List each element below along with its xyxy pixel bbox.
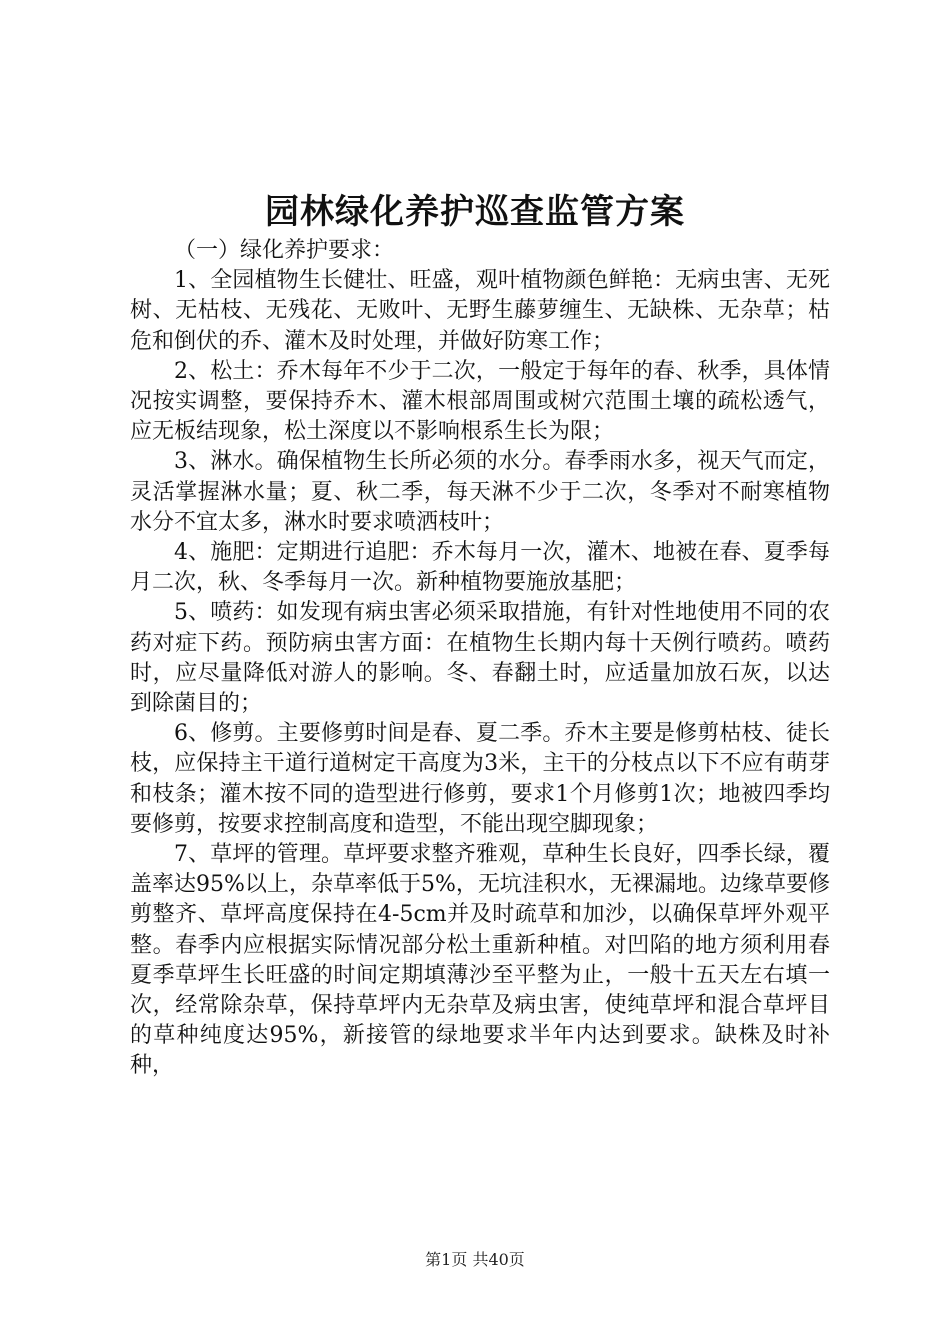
paragraph-6: 6、修剪。主要修剪时间是春、夏二季。乔木主要是修剪枯枝、徒长枝，应保持主干道行道树定干高度为3米，主干的分枝点以下不应有萌芽和枝条；灌木按不同的造型进行修剪，要求1个月修剪1次；地被四季均要修剪，按要求控制高度和造型，不能出现空脚现象； (130, 721, 830, 837)
paragraph-3: 3、淋水。确保植物生长所必须的水分。春季雨水多，视天气而定，灵活掌握淋水量；夏、秋二季，每天淋不少于二次，冬季对不耐寒植物水分不宜太多，淋水时要求喷洒枝叶； (130, 449, 830, 535)
paragraph-5: 5、喷药：如发现有病虫害必须采取措施，有针对性地使用不同的农药对症下药。预防病虫害方面：在植物生长期内每十天例行喷药。喷药时，应尽量降低对游人的影响。冬、春翻土时，应适量加放石灰，以达到除菌目的； (130, 600, 830, 717)
document-title: 园林绿化养护巡查监管方案 (265, 192, 685, 232)
document-body (130, 236, 830, 1082)
paragraph-4: 4、施肥：定期进行追肥：乔木每月一次，灌木、地被在春、夏季每月二次，秋、冬季每月一次。新种植物要施放基肥； (130, 540, 830, 596)
section-heading: （一）绿化养护要求： (174, 238, 395, 263)
paragraph-2: 2、松土：乔木每年不少于二次，一般定于每年的春、秋季，具体情况按实调整，要保持乔木、灌木根部周围或树穴范围土壤的疏松透气，应无板结现象，松土深度以不影响根系生长为限； (130, 358, 830, 445)
page-footer: 第1页 共40页 (425, 1250, 525, 1269)
paragraph-1: 1、全园植物生长健壮、旺盛，观叶植物颜色鲜艳：无病虫害、无死树、无枯枝、无残花、无败叶、无野生藤萝缠生、无缺株、无杂草；枯危和倒伏的乔、灌木及时处理，并做好防寒工作； (130, 268, 830, 354)
paragraph-7: 7、草坪的管理。草坪要求整齐雅观，草种生长良好，四季长绿，覆盖率达95%以上，杂草率低于5%，无坑洼积水，无裸漏地。边缘草要修剪整齐、草坪高度保持在4-5cm并及时疏草和加沙，以确保草坪外观平整。春季内应根据实际情况部分松土重新种植。对凹陷的地方须利用春夏季草坪生长旺盛的时间定期填薄沙至平整为止，一般十五天左右填一次，经常除杂草，保持草坪内无杂草及病虫害，使纯草坪和混合草坪目的草种纯度达95%，新接管的绿地要求半年内达到要求。缺株及时补种， (130, 842, 830, 1079)
